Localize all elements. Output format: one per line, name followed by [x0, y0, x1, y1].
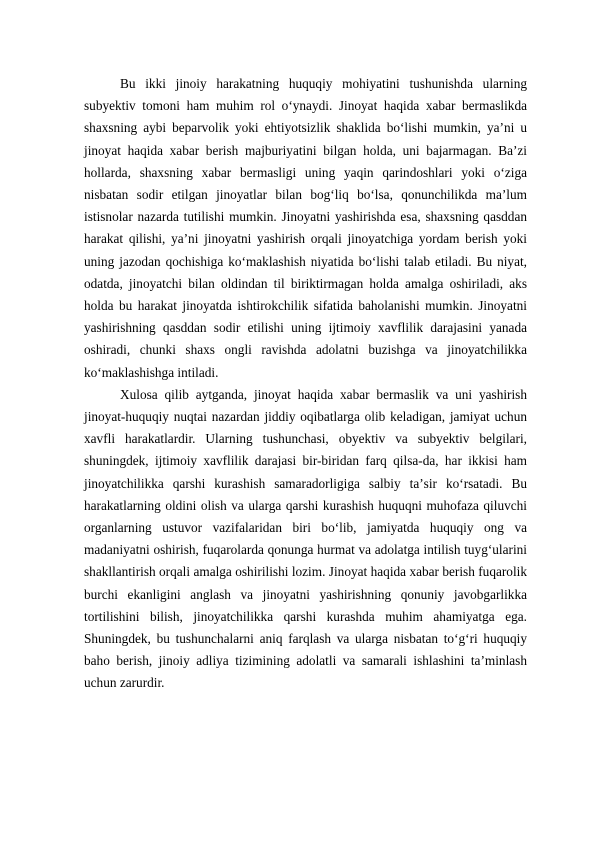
paragraph-conclusion: Xulosa qilib aytganda, jinoyat haqida xabar bermaslik va uni yashirish jinoyat-huquqiy nuqtai nazardan jiddiy oqibatlarga olib keladigan, jamiyat uchun xavfli harakatlardir. Ularning tushunchasi, obyektiv va subyektiv belgilari, shuningdek, ijtimoiy xavflilik darajasi bir-biridan farq qilsa-da, har ikkisi ham jinoyatchilikka qarshi kurashish samaradorligiga salbiy taʼsir koʻrsatadi. Bu harakatlarning oldini olish va ularga qarshi kurashish huquqni muhofaza qiluvchi organlarning ustuvor vazifalaridan biri boʻlib, jamiyatda huquqiy ong va madaniyatni oshirish, fuqarolarda qonunga hurmat va adolatga intilish tuygʻularini shakllantirish orqali amalga oshirilishi lozim. Jinoyat haqida xabar berish fuqarolik burchi ekanligini anglash va jinoyatni yashirishning qonuniy javobgarlikka tortilishini bilish, jinoyatchilikka qarshi kurashda muhim ahamiyatga ega. Shuningdek, bu tushunchalarni aniq farqlash va ularga nisbatan toʻgʻri huquqiy baho berish, jinoiy adliya tizimining adolatli va samarali ishlashini taʼminlash uchun zarurdir.: [84, 386, 527, 691]
document-body: [84, 73, 527, 695]
paragraph-subjective-side: Bu ikki jinoiy harakatning huquqiy mohiyatini tushunishda ularning subyektiv tomoni ham muhim rol oʻynaydi. Jinoyat haqida xabar bermaslikda shaxsning aybi beparvolik yoki ehtiyotsizlik shaklida boʻlishi mumkin, yaʼni u jinoyat haqida xabar berish majburiyatini bilgan holda, uni bajarmagan. Baʼzi hollarda, shaxsning xabar bermasligi uning yaqin qarindoshlari yoki oʻziga nisbatan sodir etilgan jinoyatlar bilan bogʻliq boʻlsa, qonunchilikda maʼlum istisnolar nazarda tutilishi mumkin. Jinoyatni yashirishda esa, shaxsning qasddan harakat qilishi, yaʼni jinoyatni yashirish orqali jinoyatchiga yordam berish yoki uning jazodan qochishiga koʻmaklashish niyatida boʻlishi talab etiladi. Bu niyat, odatda, jinoyatchi bilan oldindan til biriktirmagan holda amalga oshiriladi, aks holda bu harakat jinoyatda ishtirokchilik sifatida baholanishi mumkin. Jinoyatni yashirishning qasddan sodir etilishi uning ijtimoiy xavflilik darajasini yanada oshiradi, chunki shaxs ongli ravishda adolatni buzishga va jinoyatchilikka koʻmaklashishga intiladi.: [84, 76, 527, 380]
